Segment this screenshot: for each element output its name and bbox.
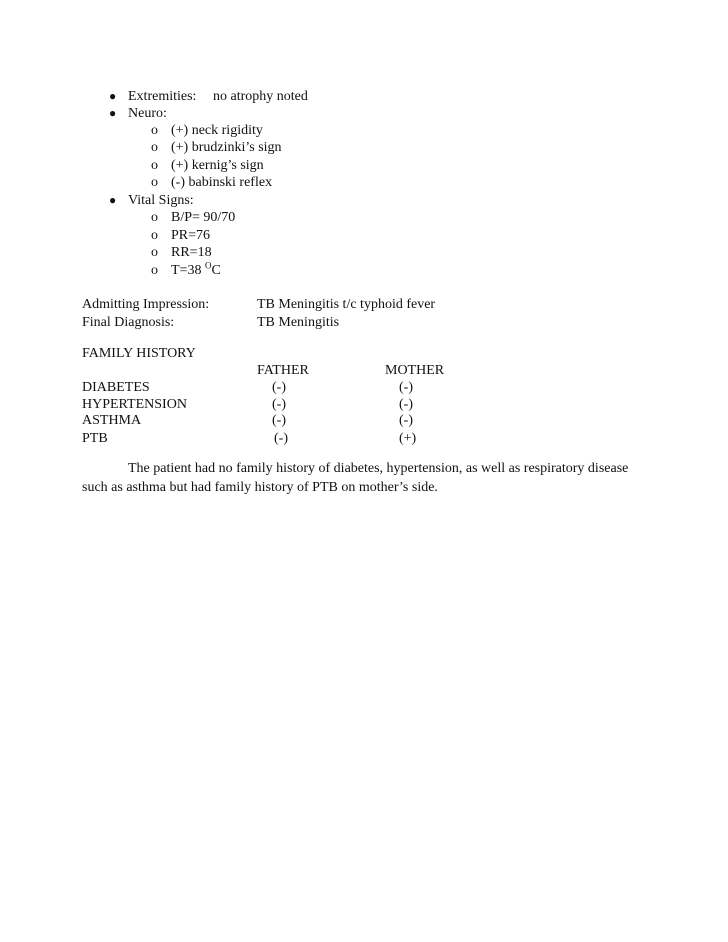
final-diagnosis-label: Final Diagnosis:	[82, 315, 175, 330]
neuro-item: (+) kernig’s sign	[171, 158, 264, 173]
vital-item: B/P= 90/70	[171, 210, 236, 225]
final-diagnosis-value: TB Meningitis	[257, 315, 340, 330]
temp-unit: C	[211, 263, 221, 278]
table-row-condition: DIABETES	[82, 380, 150, 395]
temp-prefix: T=38	[171, 263, 205, 278]
table-row-mother: (-)	[399, 380, 413, 395]
extremities-value: no atrophy noted	[213, 89, 308, 104]
vital-item: RR=18	[171, 245, 212, 260]
neuro-item: (+) brudzinki’s sign	[171, 140, 282, 155]
sub-bullet-icon: o	[151, 123, 158, 138]
table-row-father: (-)	[272, 380, 286, 395]
vitals-label: Vital Signs:	[128, 193, 194, 208]
family-history-heading: FAMILY HISTORY	[82, 346, 196, 361]
table-row-condition: ASTHMA	[82, 413, 142, 428]
vital-temperature	[171, 262, 221, 279]
admitting-impression-label: Admitting Impression:	[82, 297, 210, 312]
table-row-father: (-)	[272, 413, 286, 428]
admitting-impression-value: TB Meningitis t/c typhoid fever	[257, 297, 436, 312]
bullet-icon: ●	[109, 89, 117, 103]
vital-item: PR=76	[171, 228, 211, 243]
table-row-condition: PTB	[82, 431, 108, 446]
extremities-label: Extremities:	[128, 89, 197, 104]
family-history-summary: The patient had no family history of diabetes, hypertension, as well as respiratory disease such as asthma but had family history of PTB on mother’s side.	[82, 461, 629, 495]
sub-bullet-icon: o	[151, 158, 158, 173]
temp-degree-superscript: O	[204, 260, 212, 271]
bullet-icon: ●	[109, 106, 117, 120]
column-header-father: FATHER	[257, 363, 309, 378]
table-row-mother: (-)	[399, 397, 413, 412]
bullet-icon: ●	[109, 193, 117, 207]
sub-bullet-icon: o	[151, 245, 158, 260]
sub-bullet-icon: o	[151, 175, 158, 190]
table-row-father: (-)	[274, 431, 288, 446]
table-row-mother: (-)	[399, 413, 413, 428]
sub-bullet-icon: o	[151, 263, 158, 278]
column-header-mother: MOTHER	[385, 363, 445, 378]
sub-bullet-icon: o	[151, 140, 158, 155]
neuro-label: Neuro:	[128, 106, 167, 121]
sub-bullet-icon: o	[151, 210, 158, 225]
neuro-item: (+) neck rigidity	[171, 123, 263, 138]
neuro-item: (-) babinski reflex	[171, 175, 273, 190]
table-row-condition: HYPERTENSION	[82, 397, 187, 412]
table-row-father: (-)	[272, 397, 286, 412]
sub-bullet-icon: o	[151, 228, 158, 243]
table-row-mother: (+)	[399, 431, 417, 446]
